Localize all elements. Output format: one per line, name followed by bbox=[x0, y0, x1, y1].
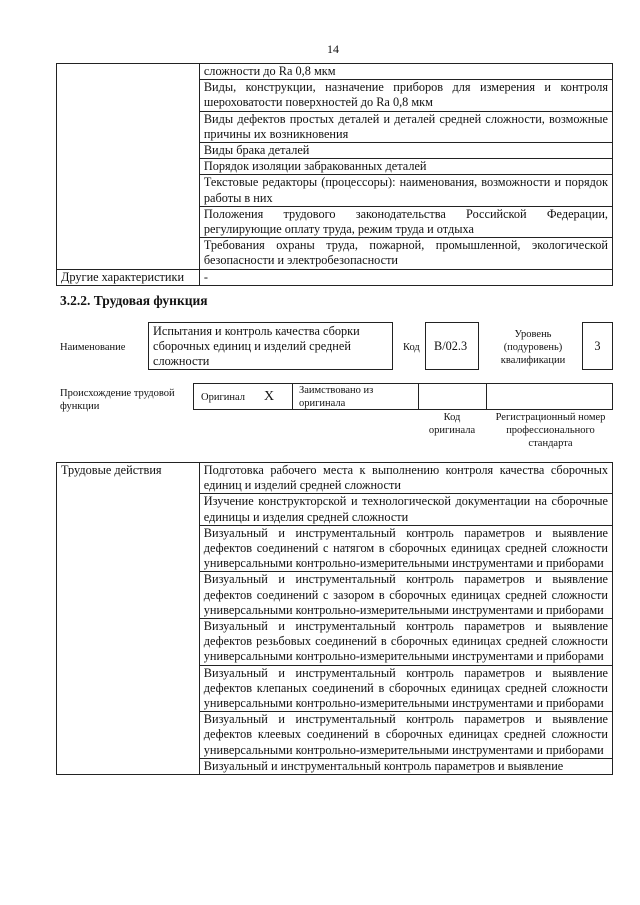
level-box bbox=[582, 322, 613, 370]
level-label: Уровень (подуровень) квалификации bbox=[500, 329, 566, 366]
empty-label-cell bbox=[57, 64, 200, 270]
table-cell: Требования охраны труда, пожарной, промышленной, экологической безопасности и электробезопасности bbox=[199, 238, 612, 269]
code-label: Код bbox=[403, 342, 420, 353]
table-cell: Виды брака деталей bbox=[199, 143, 612, 159]
other-characteristics-value: - bbox=[199, 269, 612, 285]
table-cell: Виды дефектов простых деталей и деталей средней сложности, возможные причины их возникновения bbox=[199, 111, 612, 142]
divider bbox=[486, 383, 487, 410]
actions-table bbox=[56, 462, 613, 775]
table-row bbox=[57, 269, 613, 285]
table-row bbox=[57, 64, 613, 80]
table-cell: Визуальный и инструментальный контроль параметров и выявление дефектов соединений с натягом в сборочных единицах средней сложности универсальными контрольно-измерительными инструментами и приборами bbox=[199, 525, 612, 572]
original-label: Оригинал bbox=[201, 392, 245, 403]
table-cell: Виды, конструкции, назначение приборов для измерения и контроля шероховатости поверхностей до Ra 0,8 мкм bbox=[199, 80, 612, 111]
other-characteristics-label: Другие характеристики bbox=[57, 269, 200, 285]
knowledge-table bbox=[56, 63, 613, 286]
function-name-box bbox=[148, 322, 393, 370]
table-cell: Подготовка рабочего места к выполнению контроля качества сборочных единиц и изделий средней сложности bbox=[199, 463, 612, 494]
section-title: 3.2.2. Трудовая функция bbox=[60, 293, 208, 308]
divider bbox=[418, 383, 419, 410]
code-box bbox=[425, 322, 479, 370]
function-name-value: Испытания и контроль качества сборки сборочных единиц и изделий средней сложности bbox=[153, 324, 360, 368]
actions-label: Трудовые действия bbox=[57, 463, 200, 775]
table-cell: Порядок изоляции забракованных деталей bbox=[199, 159, 612, 175]
original-mark: X bbox=[264, 389, 275, 404]
table-cell: Визуальный и инструментальный контроль параметров и выявление дефектов соединений с зазором в сборочных единицах средней сложности универсальными контрольно-измерительными инструментами и приборами bbox=[199, 572, 612, 619]
table-cell: Визуальный и инструментальный контроль параметров и выявление bbox=[199, 758, 612, 774]
level-value: 3 bbox=[594, 339, 601, 353]
table-row bbox=[57, 463, 613, 494]
page-number: 14 bbox=[327, 42, 339, 56]
table-cell: Визуальный и инструментальный контроль параметров и выявление дефектов резьбовых соединений в сборочных единицах средней сложности универсальными контрольно-измерительными инструментами и приборами bbox=[199, 619, 612, 666]
table-cell: Положения трудового законодательства Российской Федерации, регулирующие оплату труда, режим труда и отдыха bbox=[199, 206, 612, 237]
table-cell: Текстовые редакторы (процессоры): наименования, возможности и порядок работы в них bbox=[199, 175, 612, 206]
code-value: В/02.3 bbox=[434, 339, 468, 353]
code-original-caption: Код оригинала bbox=[428, 412, 476, 436]
divider bbox=[292, 383, 293, 410]
table-cell: Изучение конструкторской и технологической документации на сборочные единицы и изделия средней сложности bbox=[199, 494, 612, 525]
origin-label: Происхождение трудовой функции bbox=[60, 388, 175, 412]
table-cell: Визуальный и инструментальный контроль параметров и выявление дефектов клеевых соединений в сборочных единицах средней сложности универсальными контрольно-измерительными инструментами и приборами bbox=[199, 712, 612, 759]
reg-number-caption: Регистрационный номер профессионального стандарта bbox=[495, 412, 606, 449]
borrowed-label: Заимствовано из оригинала bbox=[299, 385, 374, 409]
table-cell: Визуальный и инструментальный контроль параметров и выявление дефектов клепаных соединений в сборочных единицах средней сложности универсальными контрольно-измерительными инструментами и приборами bbox=[199, 665, 612, 712]
name-label: Наименование bbox=[60, 342, 126, 353]
table-cell: сложности до Ra 0,8 мкм bbox=[199, 64, 612, 80]
